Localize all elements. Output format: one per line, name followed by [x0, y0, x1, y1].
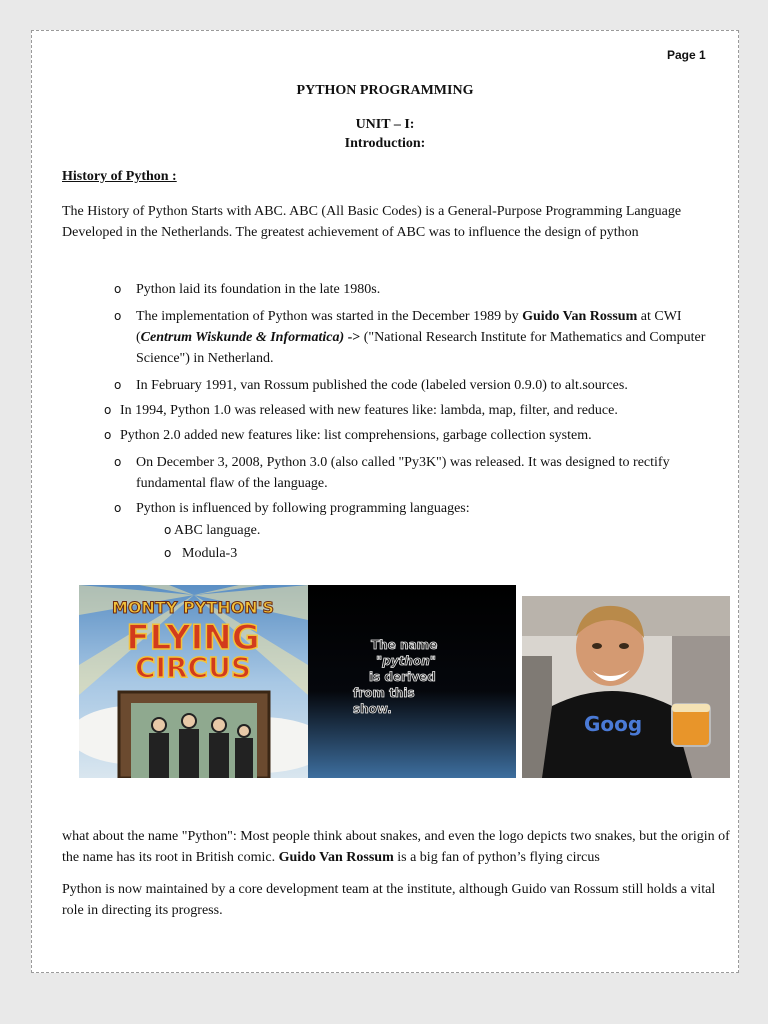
language-sublist: [136, 519, 714, 565]
caption-line: "python": [376, 654, 436, 668]
show-title-line1: MONTY PYTHON'S: [111, 598, 275, 617]
shirt-logo-text: Goog: [584, 712, 643, 736]
bullet-icon: o: [114, 501, 122, 515]
sub-list-item: o ABC language.: [160, 519, 714, 542]
bullet-icon: o: [104, 403, 112, 417]
unit-heading: UNIT – I:: [355, 117, 415, 132]
bullet-icon: o: [114, 309, 122, 323]
introduction-heading: Introduction:: [344, 136, 426, 151]
monty-python-image: [79, 585, 516, 778]
show-title-line3: CIRCUS: [135, 651, 251, 684]
bullet-icon: o: [114, 378, 122, 392]
sub-list-item: o Modula-3: [160, 542, 714, 565]
page-number: Page 1: [667, 48, 706, 62]
bullet-icon: o: [164, 523, 172, 537]
bullet-icon: o: [114, 455, 122, 469]
document-page: [31, 30, 739, 973]
caption-line: from this: [353, 686, 415, 700]
bullet-icon: o: [164, 546, 172, 560]
list-item: o The implementation of Python was started in the December 1989 by Guido Van Rossum at CWI (Centrum Wiskunde & Informatica) -> ("National Research Institute for Mathematics and Computer Science") in Netherland.: [114, 306, 714, 369]
guido-photo: [522, 596, 730, 778]
list-item: o Python is influenced by following programming languages: o ABC language. o Modula-3: [114, 498, 714, 565]
list-item: o On December 3, 2008, Python 3.0 (also called "Py3K") was released. It was designed to rectify fundamental flaw of the language.: [114, 452, 676, 494]
document-title: PYTHON PROGRAMMING: [296, 83, 474, 98]
bullet-icon: o: [114, 282, 122, 296]
history-list: [104, 279, 714, 565]
list-item: o Python 2.0 added new features like: list comprehensions, garbage collection system.: [104, 425, 714, 446]
caption-line: The name: [371, 638, 438, 652]
caption-line: is derived: [369, 670, 436, 684]
list-item: o In February 1991, van Rossum published the code (labeled version 0.9.0) to alt.sources.: [114, 375, 714, 396]
show-title-line2: FLYING: [126, 618, 260, 658]
maintenance-paragraph: Python is now maintained by a core development team at the institute, although Guido van Rossum still holds a vital role in directing its progress.: [62, 882, 716, 918]
list-item: o Python laid its foundation in the late 1980s.: [114, 279, 714, 300]
name-origin-paragraph: what about the name "Python": Most people think about snakes, and even the logo depicts two snakes, but the origin of the name has its root in British comic. Guido Van Rossum is a big fan of python’s flying circus: [62, 829, 730, 865]
history-heading: History of Python :: [62, 169, 177, 184]
intro-paragraph: The History of Python Starts with ABC. ABC (All Basic Codes) is a General-Purpose Programming Language Developed in the Netherlands. The greatest achievement of ABC was to influence the design of python: [62, 204, 682, 240]
list-item: o In 1994, Python 1.0 was released with new features like: lambda, map, filter, and reduce.: [104, 400, 714, 421]
bullet-icon: o: [104, 428, 112, 442]
caption-line: show.: [353, 702, 392, 716]
